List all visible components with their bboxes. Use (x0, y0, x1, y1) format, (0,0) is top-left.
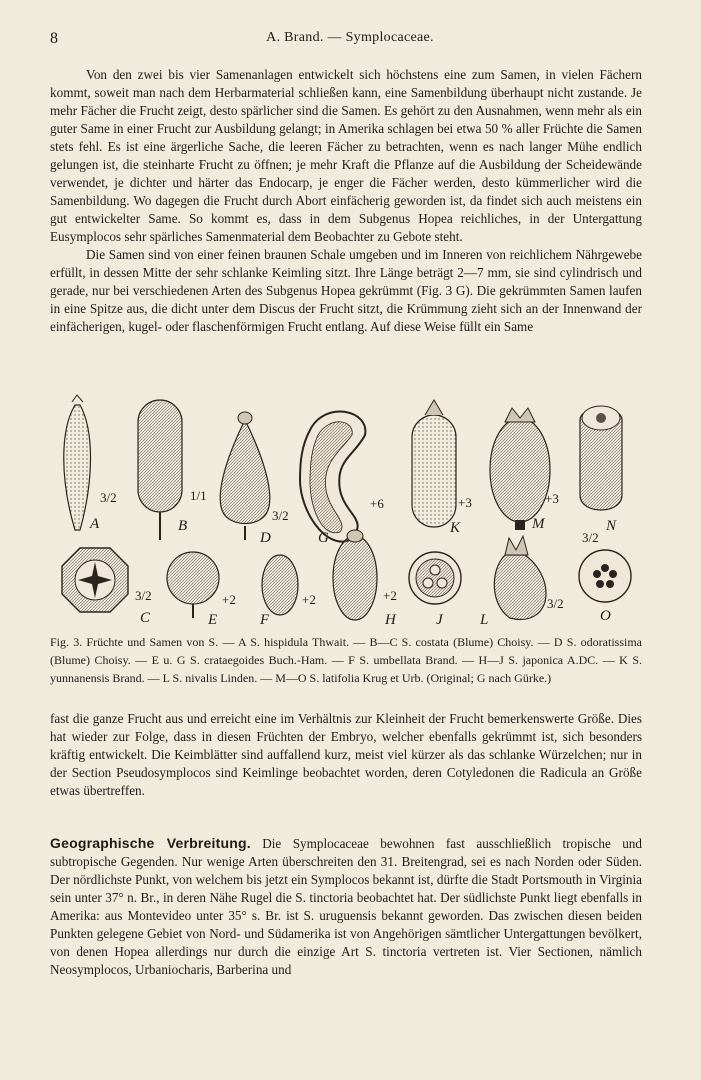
scale-n: 3/2 (582, 530, 599, 545)
label-d: D (260, 530, 271, 546)
scale-c: 3/2 (135, 588, 152, 603)
figure-3 (50, 390, 650, 630)
figure-caption (50, 633, 642, 687)
fruit-h (333, 530, 397, 628)
section-o (579, 550, 631, 624)
body-text-top (50, 66, 642, 336)
scale-f: +2 (302, 592, 316, 607)
fruit-k (412, 400, 472, 536)
label-e: E (208, 612, 218, 628)
scale-b: 1/1 (190, 488, 207, 503)
label-c: C (140, 610, 151, 626)
scale-h: +2 (383, 588, 397, 603)
section-j (409, 552, 461, 628)
fruit-e (167, 552, 236, 628)
seed-g (300, 411, 384, 546)
scale-m: +3 (545, 491, 559, 506)
seed-f (259, 555, 316, 628)
fruit-b (138, 400, 207, 540)
body-text-mid (50, 710, 642, 800)
label-f: F (260, 612, 270, 628)
scale-a: 3/2 (100, 490, 117, 505)
label-b: B (178, 518, 188, 534)
fruit-l (479, 536, 564, 628)
body-text-geography (50, 834, 642, 979)
label-n: N (606, 518, 617, 534)
page-header (50, 30, 650, 50)
figure-3-illustration (50, 390, 650, 630)
label-j: J (436, 612, 443, 628)
label-h: H (385, 612, 396, 628)
label-k: K (450, 520, 461, 536)
figure-caption-text: Fig. 3. Früchte und Samen von S. — A S. hispidula Thwait. — B—C S. costata (Blume) Choisy. — D S. odoratissima (Blume) Choisy. — E u. G S. crataegoides Buch.-Ham. — F S. umbellata Brand. — H—J S. japonica A.DC. — K S. yunnanensis Brand. — L S. nivalis Linden. — M—O S. latifolia Krug et Urb. (Original; G nach Gürke.) (50, 635, 642, 685)
paragraph-seed-development: Von den zwei bis vier Samenanlagen entwickelt sich höchstens eine zum Samen, in vielen Fächern kommt, soweit man nach dem Herbarmaterial schließen kann, eine Samenbildung überhaupt nicht zustande. Je mehr Fächer die Frucht zeigt, desto spärlicher sind die Samen. Es gehört zu den Ausnahmen, wenn mehr als ein guter Same in einer Frucht zur Ausbildung gelangt; in Amerika schlagen bei etwa 50 % aller Früchte die Samen stets fehl. Es ist eine ärgerliche Sache, die leeren Fächer zu betrachten, wenn es nach langer Mühe endlich gelungen ist, die steinharte Frucht zu öffnen; je mehr Kraft die Pflanze auf die Ausbildung der Scheidewände verwendet, je dichter und härter das Endocarp, je enger die Fächer werden, desto kümmerlicher wird die Samenbildung. Wo dagegen die Frucht durch Abort einfächerig geworden ist, da findet sich auch meistens ein gut entwickelter Same. So kommt es, dass in dem Subgenus Hopea reichliches, in der Untergattung Eusymplocos sehr spärliches Samenmaterial dem Beobachter zu Gebote steht. (50, 67, 642, 244)
scale-g: +6 (370, 496, 384, 511)
section-heading-geography: Geographische Verbreitung. (50, 835, 251, 851)
section-c (62, 548, 152, 626)
label-m: M (532, 516, 545, 532)
label-a: A (90, 516, 100, 532)
fruit-a (64, 395, 117, 532)
fruit-m (490, 408, 559, 532)
scale-e: +2 (222, 592, 236, 607)
scale-d: 3/2 (272, 508, 289, 523)
scale-l-o: 3/2 (547, 596, 564, 611)
fruit-d (220, 412, 288, 546)
paragraph-embryo: fast die ganze Frucht aus und erreicht eine im Verhältnis zur Kleinheit der Frucht bemerkenswerte Größe. Dies hat wieder zur Folge, dass in diesen Früchten der Embryo, welcher ebenfalls gekrümmt ist, sich besonders kräftig entwickelt. Die Keimblätter sind auffallend kurz, meist viel kürzer als das schlanke Würzelchen; nur in der Section Pseudosymplocos sind Keimlinge beobachtet worden, deren Cotyledonen die Radicula an Größe etwas übertreffen. (50, 711, 642, 798)
page-number: 8 (50, 30, 58, 47)
label-g: G (318, 530, 329, 546)
paragraph-seed-description: Die Samen sind von einer feinen braunen Schale umgeben und im Inneren von reichlichem Nährgewebe erfüllt, in dessen Mitte der sehr schlanke Keimling sitzt. Ihre Länge beträgt 2—7 mm, sie sind cylindrisch und gerade, nur bei verschiedenen Arten des Subgenus Hopea gekrümmt (Fig. 3 G). Die gekrümmten Samen laufen in eine Spitze aus, die dicht unter dem Discus der Frucht sitzt, die Krümmung zieht sich an der Innenwand der einfächerigen, kugel- oder flaschenförmigen Frucht entlang. Auf diese Weise füllt ein Same (50, 247, 642, 334)
fruit-n (580, 406, 622, 545)
scale-k: +3 (458, 495, 472, 510)
paragraph-geography: Die Symplocaceae bewohnen fast ausschließlich tropische und subtropische Gegenden. Nur wenige Arten überschreiten den 31. Breitengrad, sei es nach Norden oder Süden. Der nördlichste Punkt, von welchem bis jetzt ein Symplocos bekannt ist, dürfte die Stadt Portsmouth in Virginia sein unter 37° n. Br., in deren Nähe Rugel die S. tinctoria beobachtet hat. Der südlichste Punkt liegt ebenfalls in Amerika: aus Montevideo unter 35° s. Br. ist S. uruguensis bekannt geworden. Das zwischen diesen beiden Punkten gelegene Gebiet von Nord- und Südamerika ist von Angehörigen sämtlicher Untergattungen bevölkert, von denen Hopea allerdings nur durch die einzige Art S. tinctoria vertreten ist. Vier Sectionen, nämlich Neosymplocos, Urbaniocharis, Barberina und (50, 836, 642, 977)
running-head: A. Brand. — Symplocaceae. (266, 30, 434, 45)
label-l: L (480, 612, 489, 628)
label-o: O (600, 608, 611, 624)
